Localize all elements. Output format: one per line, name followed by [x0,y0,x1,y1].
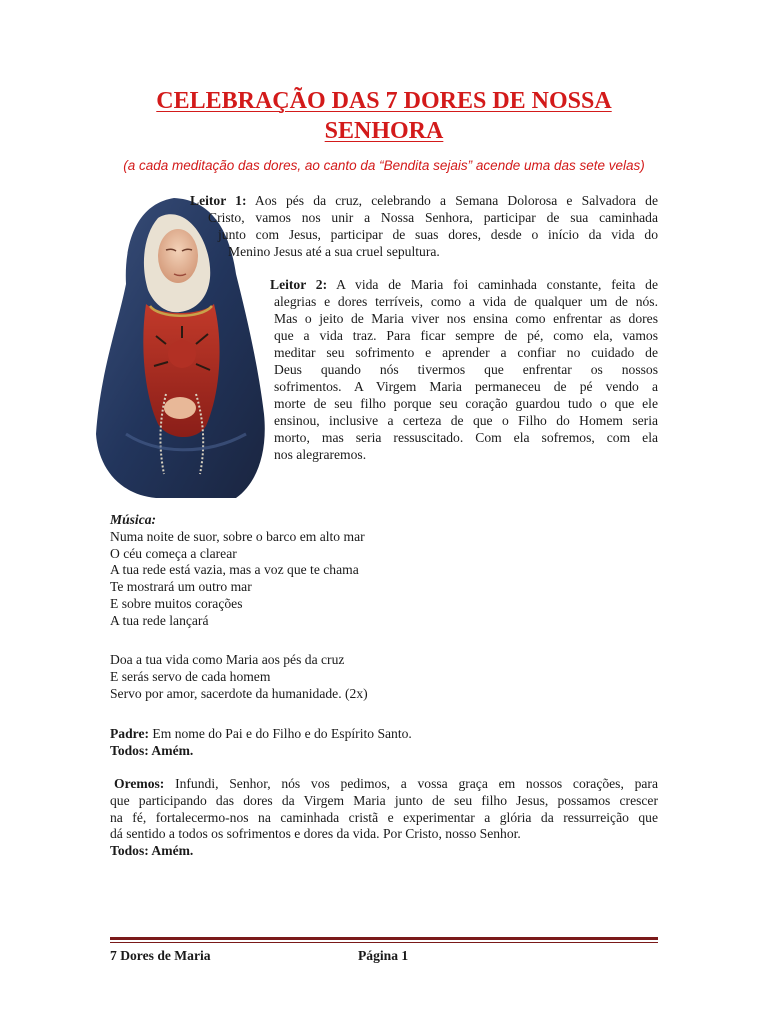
leitor-2-line-6: Deus quando nós tivermos que enfrentar os nossos [274,362,658,377]
leitor-2-label: Leitor 2: [270,277,328,292]
leitor-2-paragraph [270,276,658,463]
leitor-2-line-7: sofrimentos. A Virgem Maria permaneceu de pé vendo a [274,379,658,394]
refrain-line: Servo por amor, sacerdote da humanidade. (2x) [110,685,368,701]
footer-divider-thin [110,942,658,943]
all-response: Todos: Amém. [110,742,194,758]
prayer-line-1: Infundi, Senhor, nós vos pedimos, a vossa graça em nossos corações, para [164,776,658,791]
title-line-1: CELEBRAÇÃO DAS 7 DORES DE NOSSA [156,88,612,114]
subtitle-instruction: (a cada meditação das dores, ao canto da “Bendita sejais” acende uma das sete velas) [123,158,645,173]
music-line: E sobre muitos corações [110,595,243,611]
leitor-1-line-2: Cristo, vamos nos unir a Nossa Senhora, participar de sua caminhada [208,210,658,225]
footer-page-number: Página 1 [358,948,409,963]
prayer-line-2: que participando das dores da Virgem Maria junto de seu filho Jesus, possamos crescer [110,792,658,808]
prayer-label: Oremos: [114,776,165,791]
music-line: A tua rede lançará [110,612,209,628]
leitor-1-line-4: Menino Jesus até a sua cruel sepultura. [228,244,440,259]
title-line-2: SENHORA [324,118,444,144]
footer-divider-thick [110,937,658,940]
refrain-line: E serás servo de cada homem [110,668,271,684]
music-line: Te mostrará um outro mar [110,579,252,595]
leitor-2-line-8: morte de seu filho porque seu coração guardou tudo o que ele [274,396,658,411]
music-section [110,512,530,630]
priest-text: Em nome do Pai e do Filho e do Espírito Santo. [149,726,412,741]
prayer-line-4: dá sentido a todos os sofrimentos e dores da vida. Por Cristo, nosso Senhor. [110,826,521,842]
prayer-response: Todos: Amém. [110,843,194,859]
music-refrain [110,652,530,702]
leitor-2-line-3: Mas o jeito de Maria viver nos ensina como enfrentar as dores [274,311,658,326]
leitor-2-line-4: que a vida traz. Para ficar sempre de pé, como ela, vamos [274,328,658,343]
footer-document-name: 7 Dores de Maria [110,948,211,963]
music-label: Música: [110,512,157,527]
leitor-1-label: Leitor 1: [190,193,247,208]
leitor-1-line-1: Aos pés da cruz, celebrando a Semana Dolorosa e Salvadora de [246,193,658,208]
leitor-2-line-11: nos alegraremos. [274,447,367,462]
leitor-2-line-2: alegrias e dores terríveis, como a vida de qualquer um de nós. [274,294,658,309]
page-title [110,86,658,146]
prayer-section [110,776,658,860]
priest-section [110,726,610,760]
leitor-2-line-1: A vida de Maria foi caminhada constante, feita de [327,277,658,292]
refrain-line: Doa a tua vida como Maria aos pés da cruz [110,652,345,667]
leitor-2-line-9: ensinou, inclusive a certeza de que o Filho do Homem seria [274,413,658,428]
leitor-2-line-5: meditar seu sofrimento e aprender a confiar no cuidado de [274,345,658,360]
leitor-2-line-10: morto, mas seria ressuscitado. Com ela sofremos, com ela [274,430,658,445]
leitor-1-paragraph [190,192,658,260]
prayer-line-3: na fé, fortalecermo-nos na caminhada cristã e experimentar a glória da ressurreição que [110,809,658,825]
leitor-1-line-3: junto com Jesus, participar de suas dores, desde o início da vida do [218,227,658,242]
music-line: A tua rede está vazia, mas a voz que te chama [110,562,359,578]
music-line: Numa noite de suor, sobre o barco em alto mar [110,528,365,544]
music-line: O céu começa a clarear [110,545,237,561]
priest-label: Padre: [110,726,150,741]
